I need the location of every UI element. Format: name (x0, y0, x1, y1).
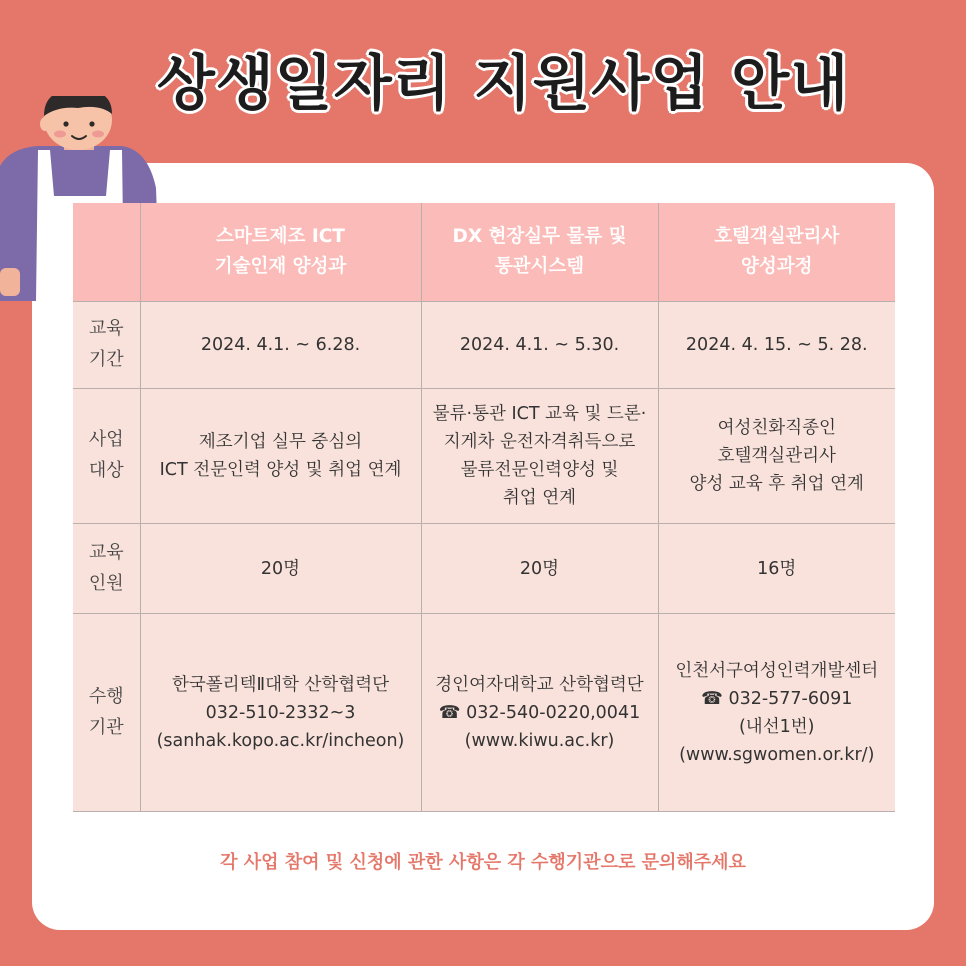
program-table (73, 203, 895, 812)
column-header: 스마트제조 ICT 기술인재 양성과 (140, 203, 421, 302)
table-cell: 제조기업 실무 중심의 ICT 전문인력 양성 및 취업 연계 (140, 389, 421, 524)
table-cell: 여성친화직종인 호텔객실관리사 양성 교육 후 취업 연계 (658, 389, 895, 524)
page-title: 상생일자리 지원사업 안내 (156, 49, 850, 119)
table-corner-cell (73, 203, 140, 302)
table-cell: 인천서구여성인력개발센터 ☎ 032-577-6091 (내선1번) (www.sgwomen.or.kr/) (658, 614, 895, 812)
table-row (73, 524, 895, 614)
table-cell: 2024. 4.1. ~ 5.30. (421, 302, 658, 389)
table-row (73, 614, 895, 812)
table-cell: 20명 (421, 524, 658, 614)
footer-note: 각 사업 참여 및 신청에 관한 사항은 각 수행기관으로 문의해주세요 (220, 852, 746, 873)
column-header: DX 현장실무 물류 및 통관시스템 (421, 203, 658, 302)
row-header: 교육 인원 (73, 524, 140, 614)
column-header: 호텔객실관리사 양성과정 (658, 203, 895, 302)
table-cell: 경인여자대학교 산학협력단 ☎ 032-540-0220,0041 (www.kiwu.ac.kr) (421, 614, 658, 812)
table-header-row (73, 203, 895, 302)
table-row (73, 389, 895, 524)
table-cell: 2024. 4.1. ~ 6.28. (140, 302, 421, 389)
table-cell: 2024. 4. 15. ~ 5. 28. (658, 302, 895, 389)
row-header: 수행 기관 (73, 614, 140, 812)
table-cell: 한국폴리텍Ⅱ대학 산학협력단 032-510-2332~3 (sanhak.kopo.ac.kr/incheon) (140, 614, 421, 812)
row-header: 교육 기간 (73, 302, 140, 389)
table-row (73, 302, 895, 389)
table-cell: 20명 (140, 524, 421, 614)
row-header: 사업 대상 (73, 389, 140, 524)
table-cell: 16명 (658, 524, 895, 614)
table-cell: 물류·통관 ICT 교육 및 드론· 지게차 운전자격취득으로 물류전문인력양성 및 취업 연계 (421, 389, 658, 524)
